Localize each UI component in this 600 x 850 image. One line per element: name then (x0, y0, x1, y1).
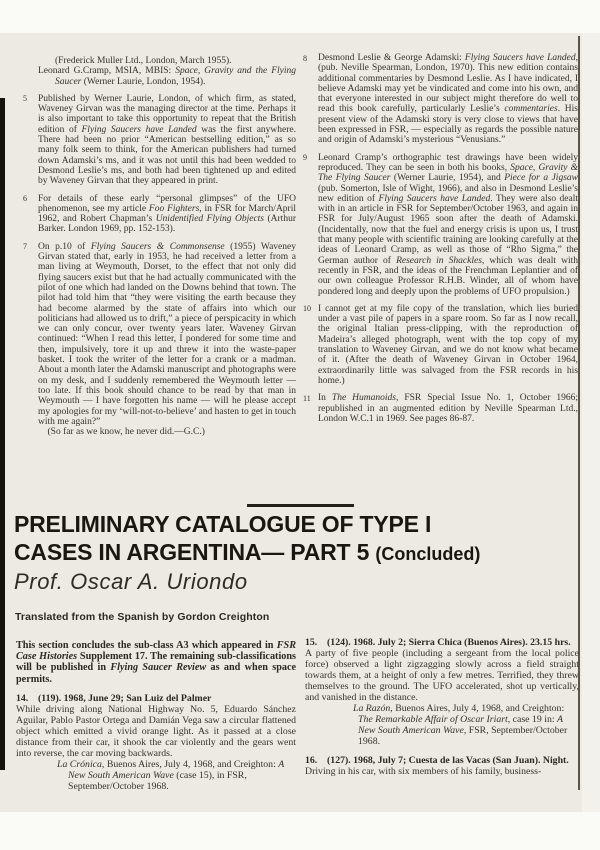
case-body: While driving along National Highway No. 5, Eduardo Sánchez Aguilar, Pablo Pastor Ortega and Damián Vega saw a circular flattened object which emitted a vivid orange light. As it passed at a close distance from their car, it shook the car violently and the gears went into reverse, the car moving backwards. (16, 703, 296, 759)
footnote-7 (23, 241, 296, 438)
footnote-text: I cannot get at my file copy of the translation, which lies buried under a vast pile of papers in a spare room. So far as I now recall, the original Italian press-clipping, with the reproduction of Madeira’s alleged photograph, went with the top copy of my translation to Waveney Girvan, and we do not know what became of it. (After the death of Waveney Girvan in October 1964, extraordinarily little was salvaged from the FSR records in his home.) (318, 303, 578, 386)
case-body: A party of five people (including a sergeant from the local police force) observed a light zigzagging slowly across a field straight towards them, at a height of only a few metres. Terrified, they threw themselves to the ground. The UFO accelerated, shot up vertically, and vanished in the distance. (305, 648, 579, 703)
footnote-text: Desmond Leslie & George Adamski: Flying Saucers have Landed, (pub. Neville Spearman, London, 1970). This new edition contains additional commentaries by Desmond Leslie. As I have indicated, I believe Adamski may yet be vindicated and come into his own, and that everyone interested in our subject might therefore do well to read this book carefully, particularly Leslie’s commentaries. His present view of the Adamski story is very close to views that have been expressed in FSR, — especially as regards the possible nature and origin of Adamski’s mysterious “Venusians.” (318, 53, 579, 146)
article-intro-paragraph: This section concludes the sub-class A3 which appeared in FSR Case Histories Supplement 17. The remaining sub-classifications will be published in Flying Saucer Review as and when space permits. (16, 640, 296, 685)
footnote-10 (303, 303, 578, 386)
footnote-number: 11 (303, 393, 311, 403)
article-title-suffix: (Concluded) (375, 543, 481, 564)
footnote-number: 7 (23, 242, 27, 252)
article-title (14, 511, 579, 568)
footnote-text: In The Humanoids, FSR Special Issue No. 1, October 1966; republished in an augmented edition by Neville Spearman Ltd., London W.C.1 in 1969. See pages 86-87. (318, 393, 578, 424)
title-divider-rule (247, 504, 354, 507)
scan-edge-left-bar (0, 98, 5, 770)
case-14 (16, 693, 296, 792)
article-column-right (305, 637, 579, 777)
footnote-text: On p.10 of Flying Saucers & Commonsense (1955) Waveney Girvan stated that, early in 1953, he had received a letter from a man living at Weymouth, Dorset, to the effect that not only did flying saucers exist but that he had actually communicated with the pilot of one which had landed on the Downs behind that town. The pilot had told him that “they were visiting the earth because they had become alarmed by the state of affairs into which our politicians had allowed us to drift,” a piece of perspicacity in which we can only concur, over twenty years later. Waveney Girvan continued: “When I read this letter, I pondered for some time and then, impulsively, tore it up and threw it into the waste-paper basket. I took the writer of the letter for a crank or a madman. About a month later the Adamski manuscript and photographs were on my desk, and I suddenly remembered the Weymouth letter — too late. If this book should chance to be read by that man in Weymouth — I have forgotten his name — will he please accept my apologies for my ‘will-not-to-believe’ and hasten to get in touch with me again?” (So far as we know, he never did.—G.C.) (38, 241, 296, 438)
footnote-8 (303, 53, 579, 146)
article-byline: Prof. Oscar A. Uriondo (14, 569, 248, 594)
footnotes-column-right (303, 53, 579, 424)
carryover-reference-line: Leonard G.Cramp, MSIA, MBIS: Space, Gravity and the Flying Saucer (Werner Laurie, London, 1954). (38, 66, 296, 87)
case-body: Driving in his car, with six members of his family, business- (305, 766, 542, 777)
article-title-line2: CASES IN ARGENTINA— PART 5 (14, 538, 370, 565)
case-15 (305, 637, 579, 747)
footnote-11 (303, 393, 578, 424)
footnotes-column-left (23, 56, 297, 438)
footnote-number: 8 (303, 53, 307, 63)
case-reference: La Razón, Buenos Aires, July 4, 1968, and Creighton: The Remarkable Affair of Oscar Iriart, case 19 in: A New South American Wave, FSR, September/October 1968. (353, 703, 568, 747)
case-heading: 16. (127). 1968, July 7; Cuesta de las Vacas (San Juan). Night. (305, 755, 569, 766)
scan-edge-right-margin (582, 33, 600, 812)
case-heading: 15. (124). 1968. July 2; Sierra Chica (Buenos Aires). 23.15 hrs. (305, 637, 571, 648)
translator-credit: Translated from the Spanish by Gordon Creighton (15, 611, 270, 623)
carryover-reference-line: (Frederick Muller Ltd., London, March 1955). (55, 56, 232, 66)
article-column-left (16, 640, 296, 792)
footnote-9 (303, 152, 579, 297)
footnote-number: 5 (23, 94, 27, 104)
footnote-number: 10 (303, 304, 311, 314)
case-reference: La Crónica, Buenos Aires, July 4, 1968, and Creighton: A New South American Wave (case 15), in FSR, September/October 1968. (57, 758, 285, 792)
footnote-text: Published by Werner Laurie, London, of which firm, as stated, Waveney Girvan was the managing director at the time. Perhaps it is also important to take this opportunity to repeat that the British edition of Flying Saucers have Landed was the first anywhere. There had been no prior “American bestselling edition,” as so many folk seem to think, for the American publishers had turned down Adamski’s ms, and it was not until this had been wedded to Desmond Leslie’s ms, and both had been tightened up and edited by Waveney Girvan that they appeared in print. (38, 93, 296, 187)
footnote-text: For details of these early “personal glimpses” of the UFO phenomenon, see my article Foo Fighters, in FSR for March/April 1962, and Robert Chapman’s Unidentified Flying Objects (Arthur Barker. London 1969, pp. 152-153). (38, 193, 297, 235)
case-16 (305, 755, 579, 777)
footnote-number: 9 (303, 153, 307, 163)
footnote-5 (23, 93, 296, 187)
case-heading: 14. (119). 1968, June 29; San Luiz del Palmer (16, 692, 212, 704)
footnote-6 (23, 193, 297, 235)
footnote-text: Leonard Cramp’s orthographic test drawings have been widely reproduced. They can be seen in both his books, Space, Gravity & The Flying Saucer (Werner Laurie, 1954), and Piece for a Jigsaw (pub. Somerton, Isle of Wight, 1966), and also in Desmond Leslie’s new edition of Flying Saucers have Landed. They were also dealt with in an article in FSR for September/October 1963, and again in FSR for July/August 1965 soon after the death of Adamski. (Incidentally, now that the fuel and energy crisis is upon us, I trust that many people with scientific training are looking carefully at the ideas of Leonard Cramp, as well as those of “Rho Sigma,” the German author of Research in Shackles, which was dealt with recently in FSR, and the ideas of the Frenchman Leplantier and of our own colleague Professor R.H.B. Winder, all of whom have pondered long and deeply upon the problems of UFO propulsion.) (318, 152, 579, 297)
article-title-line1: PRELIMINARY CATALOGUE OF TYPE I (14, 511, 432, 537)
footnote-number: 6 (23, 194, 27, 204)
